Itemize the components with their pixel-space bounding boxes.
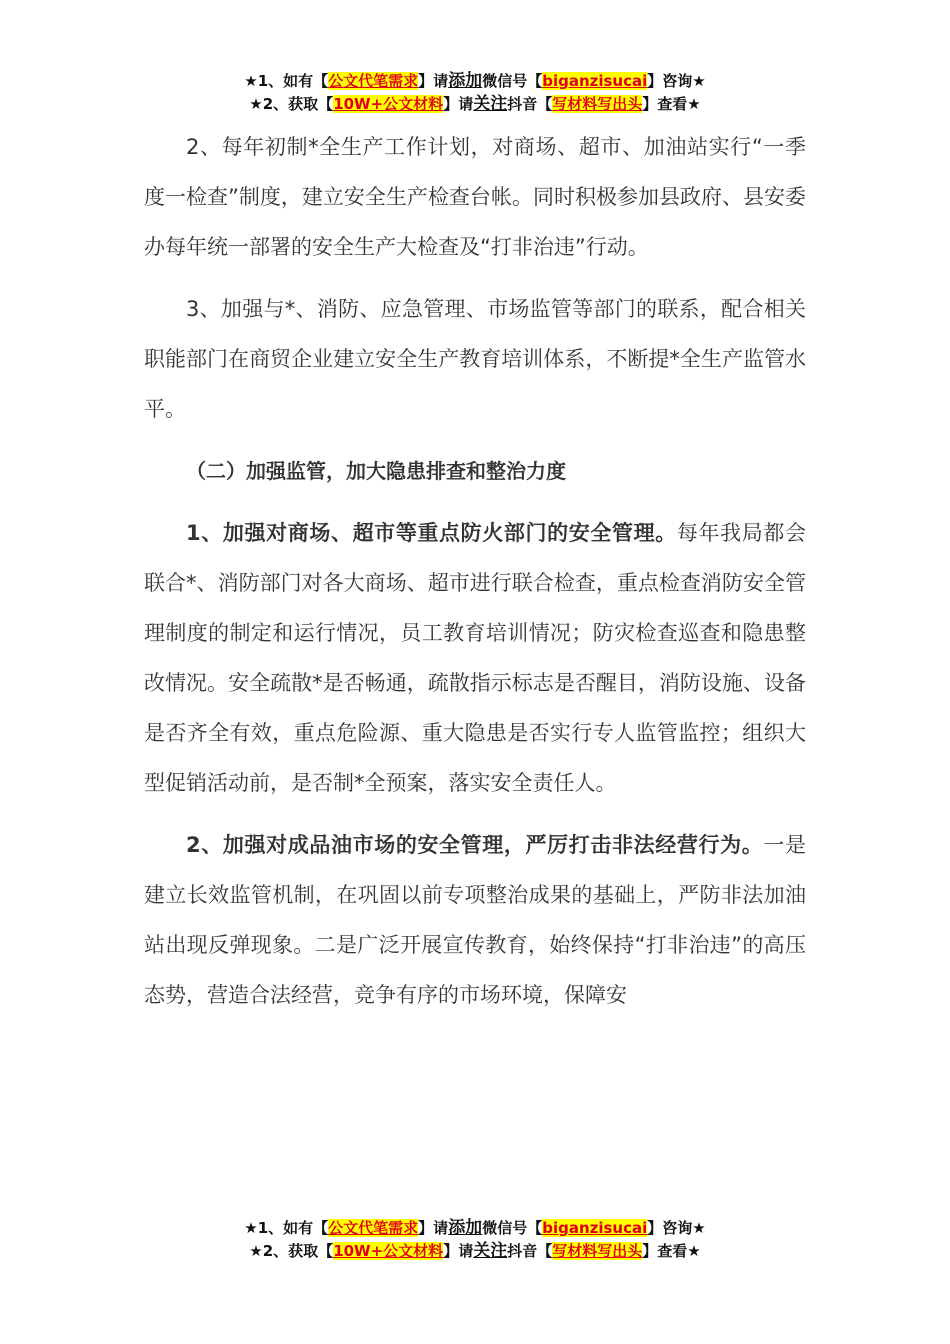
header-banner [0,70,950,116]
paragraph-4-text: 一是建立长效监管机制，在巩固以前专项整治成果的基础上，严防非法加油站出现反弹现象。二是广泛开展宣传教育，始终保持“打非治违”的高压态势，营造合法经营，竞争有序的市场环境，保障安 [144,833,806,1007]
banner-text: ★1、如有【 [244,72,329,90]
paragraph-4 [144,820,806,1020]
douyin-highlight: 写材料写出头 [552,1242,643,1260]
paragraph-1: 2、每年初制*全生产工作计划，对商场、超市、加油站实行“一季度一检查”制度，建立安全生产检查台帐。同时积极参加县政府、县安委办每年统一部署的安全生产大检查及“打非治违”行动。 [144,135,806,259]
paragraph-3-text: 每年我局都会联合*、消防部门对各大商场、超市进行联合检查，重点检查消防安全管理制度的制定和运行情况，员工教育培训情况；防灾检查巡查和隐患整改情况。安全疏散*是否畅通，疏散指示标志是否醒目，消防设施、设备是否齐全有效，重点危险源、重大隐患是否实行专人监管监控；组织大型促销活动前，是否制*全预案，落实安全责任人。 [144,521,806,795]
banner-text: 】咨询★ [647,72,706,90]
banner-underlined-text: 关注 [473,94,508,114]
banner-text: 抖音【 [507,95,553,113]
banner-text: 】查看★ [642,95,701,113]
banner-highlight: 公文代笔需求 [328,1219,419,1237]
douyin-highlight: 写材料写出头 [552,95,643,113]
banner-line-1 [0,1217,950,1240]
banner-underlined-text: 关注 [473,1241,508,1261]
banner-line-2 [0,1240,950,1263]
banner-text: ★2、获取【 [249,95,334,113]
banner-text: 】请 [418,72,449,90]
wechat-id-highlight: biganzisucai [542,1219,648,1237]
document-body [144,122,806,1020]
paragraph-2: 3、加强与*、消防、应急管理、市场监管等部门的联系，配合相关职能部门在商贸企业建立安全生产教育培训体系，不断提*全生产监管水平。 [144,297,806,421]
footer-banner [0,1217,950,1263]
banner-text: 】请 [443,95,474,113]
banner-text: 抖音【 [507,1242,553,1260]
section-heading: （二）加强监管，加大隐患排查和整治力度 [186,459,566,483]
banner-line-2 [0,93,950,116]
banner-text: 微信号【 [482,1219,543,1237]
banner-text: ★1、如有【 [244,1219,329,1237]
banner-highlight: 10W+公文材料 [333,1242,444,1260]
paragraph-3 [144,508,806,808]
banner-text: 】咨询★ [647,1219,706,1237]
banner-underlined-text: 添加 [448,1218,483,1238]
banner-line-1 [0,70,950,93]
banner-text: 微信号【 [482,72,543,90]
banner-highlight: 10W+公文材料 [333,95,444,113]
wechat-id-highlight: biganzisucai [542,72,648,90]
paragraph-3-lead: 1、加强对商场、超市等重点防火部门的安全管理。 [186,521,677,545]
banner-highlight: 公文代笔需求 [328,72,419,90]
paragraph-4-lead: 2、加强对成品油市场的安全管理，严厉打击非法经营行为。 [186,833,764,857]
banner-underlined-text: 添加 [448,71,483,91]
banner-text: 】请 [418,1219,449,1237]
banner-text: 】请 [443,1242,474,1260]
banner-text: ★2、获取【 [249,1242,334,1260]
banner-text: 】查看★ [642,1242,701,1260]
